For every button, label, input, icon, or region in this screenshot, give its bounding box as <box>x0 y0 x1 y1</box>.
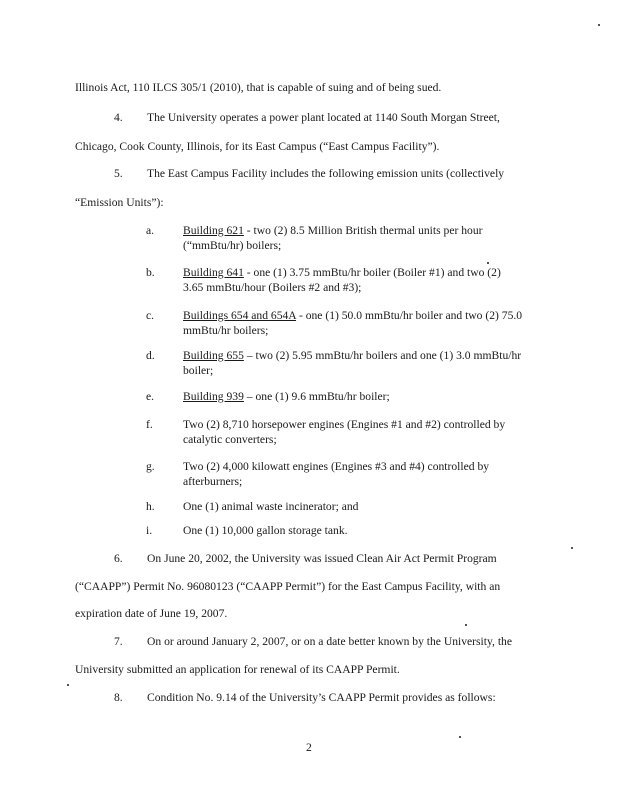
paragraph-5-number: 5. <box>114 167 123 180</box>
paragraph-4-number: 4. <box>114 111 123 124</box>
paragraph-7-line-2: University submitted an application for renewal of its CAAPP Permit. <box>75 663 400 676</box>
list-item-letter: h. <box>146 500 155 513</box>
list-item-text: One (1) 10,000 gallon storage tank. <box>183 524 348 537</box>
list-item-text: - one (1) 50.0 mmBtu/hr boiler and two (2) 75.0 <box>296 309 523 322</box>
list-item <box>183 390 390 403</box>
paragraph-5-line-2: “Emission Units”): <box>75 196 164 209</box>
paragraph-6-line-3: expiration date of June 19, 2007. <box>75 607 228 620</box>
paragraph-8-line-1: Condition No. 9.14 of the University’s CAAPP Permit provides as follows: <box>147 691 496 704</box>
scan-speck <box>598 24 600 26</box>
scan-speck <box>67 684 69 686</box>
paragraph-4-line-1: The University operates a power plant located at 1140 South Morgan Street, <box>147 111 500 124</box>
list-item-line-2: afterburners; <box>183 475 243 488</box>
list-item-letter: c. <box>146 309 155 322</box>
building-label: Building 655 <box>183 349 244 362</box>
list-item <box>183 266 501 279</box>
list-item-letter: a. <box>146 224 155 237</box>
paragraph-6-line-1: On June 20, 2002, the University was issued Clean Air Act Permit Program <box>147 552 497 565</box>
page-number: 2 <box>306 741 312 754</box>
list-item-text: Two (2) 8,710 horsepower engines (Engines #1 and #2) controlled by <box>183 418 506 431</box>
list-item-letter: e. <box>146 390 155 403</box>
list-item-letter: f. <box>146 418 153 431</box>
scan-speck <box>459 736 461 738</box>
list-item-letter: i. <box>146 524 153 537</box>
paragraph-8-number: 8. <box>114 691 123 704</box>
paragraph-continuation: Illinois Act, 110 ILCS 305/1 (2010), that is capable of suing and of being sued. <box>75 81 442 94</box>
scan-speck <box>465 624 467 626</box>
list-item-text: – two (2) 5.95 mmBtu/hr boilers and one (1) 3.0 mmBtu/hr <box>243 349 522 362</box>
building-label: Building 939 <box>183 390 244 403</box>
paragraph-5-line-1: The East Campus Facility includes the following emission units (collectively <box>147 167 505 180</box>
building-label: Building 641 <box>183 266 244 279</box>
list-item <box>183 309 522 322</box>
list-item-letter: g. <box>146 460 155 473</box>
list-item-line-2: (“mmBtu/hr) boilers; <box>183 239 282 252</box>
paragraph-7-line-1: On or around January 2, 2007, or on a date better known by the University, the <box>147 635 513 648</box>
list-item-text: - one (1) 3.75 mmBtu/hr boiler (Boiler #1) and two (2) <box>243 266 501 279</box>
building-label: Buildings 654 and 654A <box>183 309 297 322</box>
list-item <box>183 349 521 362</box>
paragraph-6-line-2: (“CAAPP”) Permit No. 96080123 (“CAAPP Permit”) for the East Campus Facility, with an <box>75 580 501 593</box>
list-item-line-2: 3.65 mmBtu/hour (Boilers #2 and #3); <box>183 281 362 294</box>
list-item-line-2: catalytic converters; <box>183 433 277 446</box>
paragraph-6-number: 6. <box>114 552 123 565</box>
paragraph-7-number: 7. <box>114 635 123 648</box>
list-item-line-2: mmBtu/hr boilers; <box>183 324 269 337</box>
list-item-text: – one (1) 9.6 mmBtu/hr boiler; <box>243 390 390 403</box>
list-item <box>183 224 483 237</box>
building-label: Building 621 <box>183 224 244 237</box>
list-item-text: - two (2) 8.5 Million British thermal units per hour <box>243 224 483 237</box>
paragraph-4-line-2: Chicago, Cook County, Illinois, for its East Campus (“East Campus Facility”). <box>75 140 440 153</box>
list-item-line-2: boiler; <box>183 364 214 377</box>
list-item-text: One (1) animal waste incinerator; and <box>183 500 359 513</box>
list-item-letter: d. <box>146 349 155 362</box>
list-item-letter: b. <box>146 266 155 279</box>
scan-speck <box>571 547 573 549</box>
scan-speck <box>487 262 489 264</box>
list-item-text: Two (2) 4,000 kilowatt engines (Engines #3 and #4) controlled by <box>183 460 490 473</box>
